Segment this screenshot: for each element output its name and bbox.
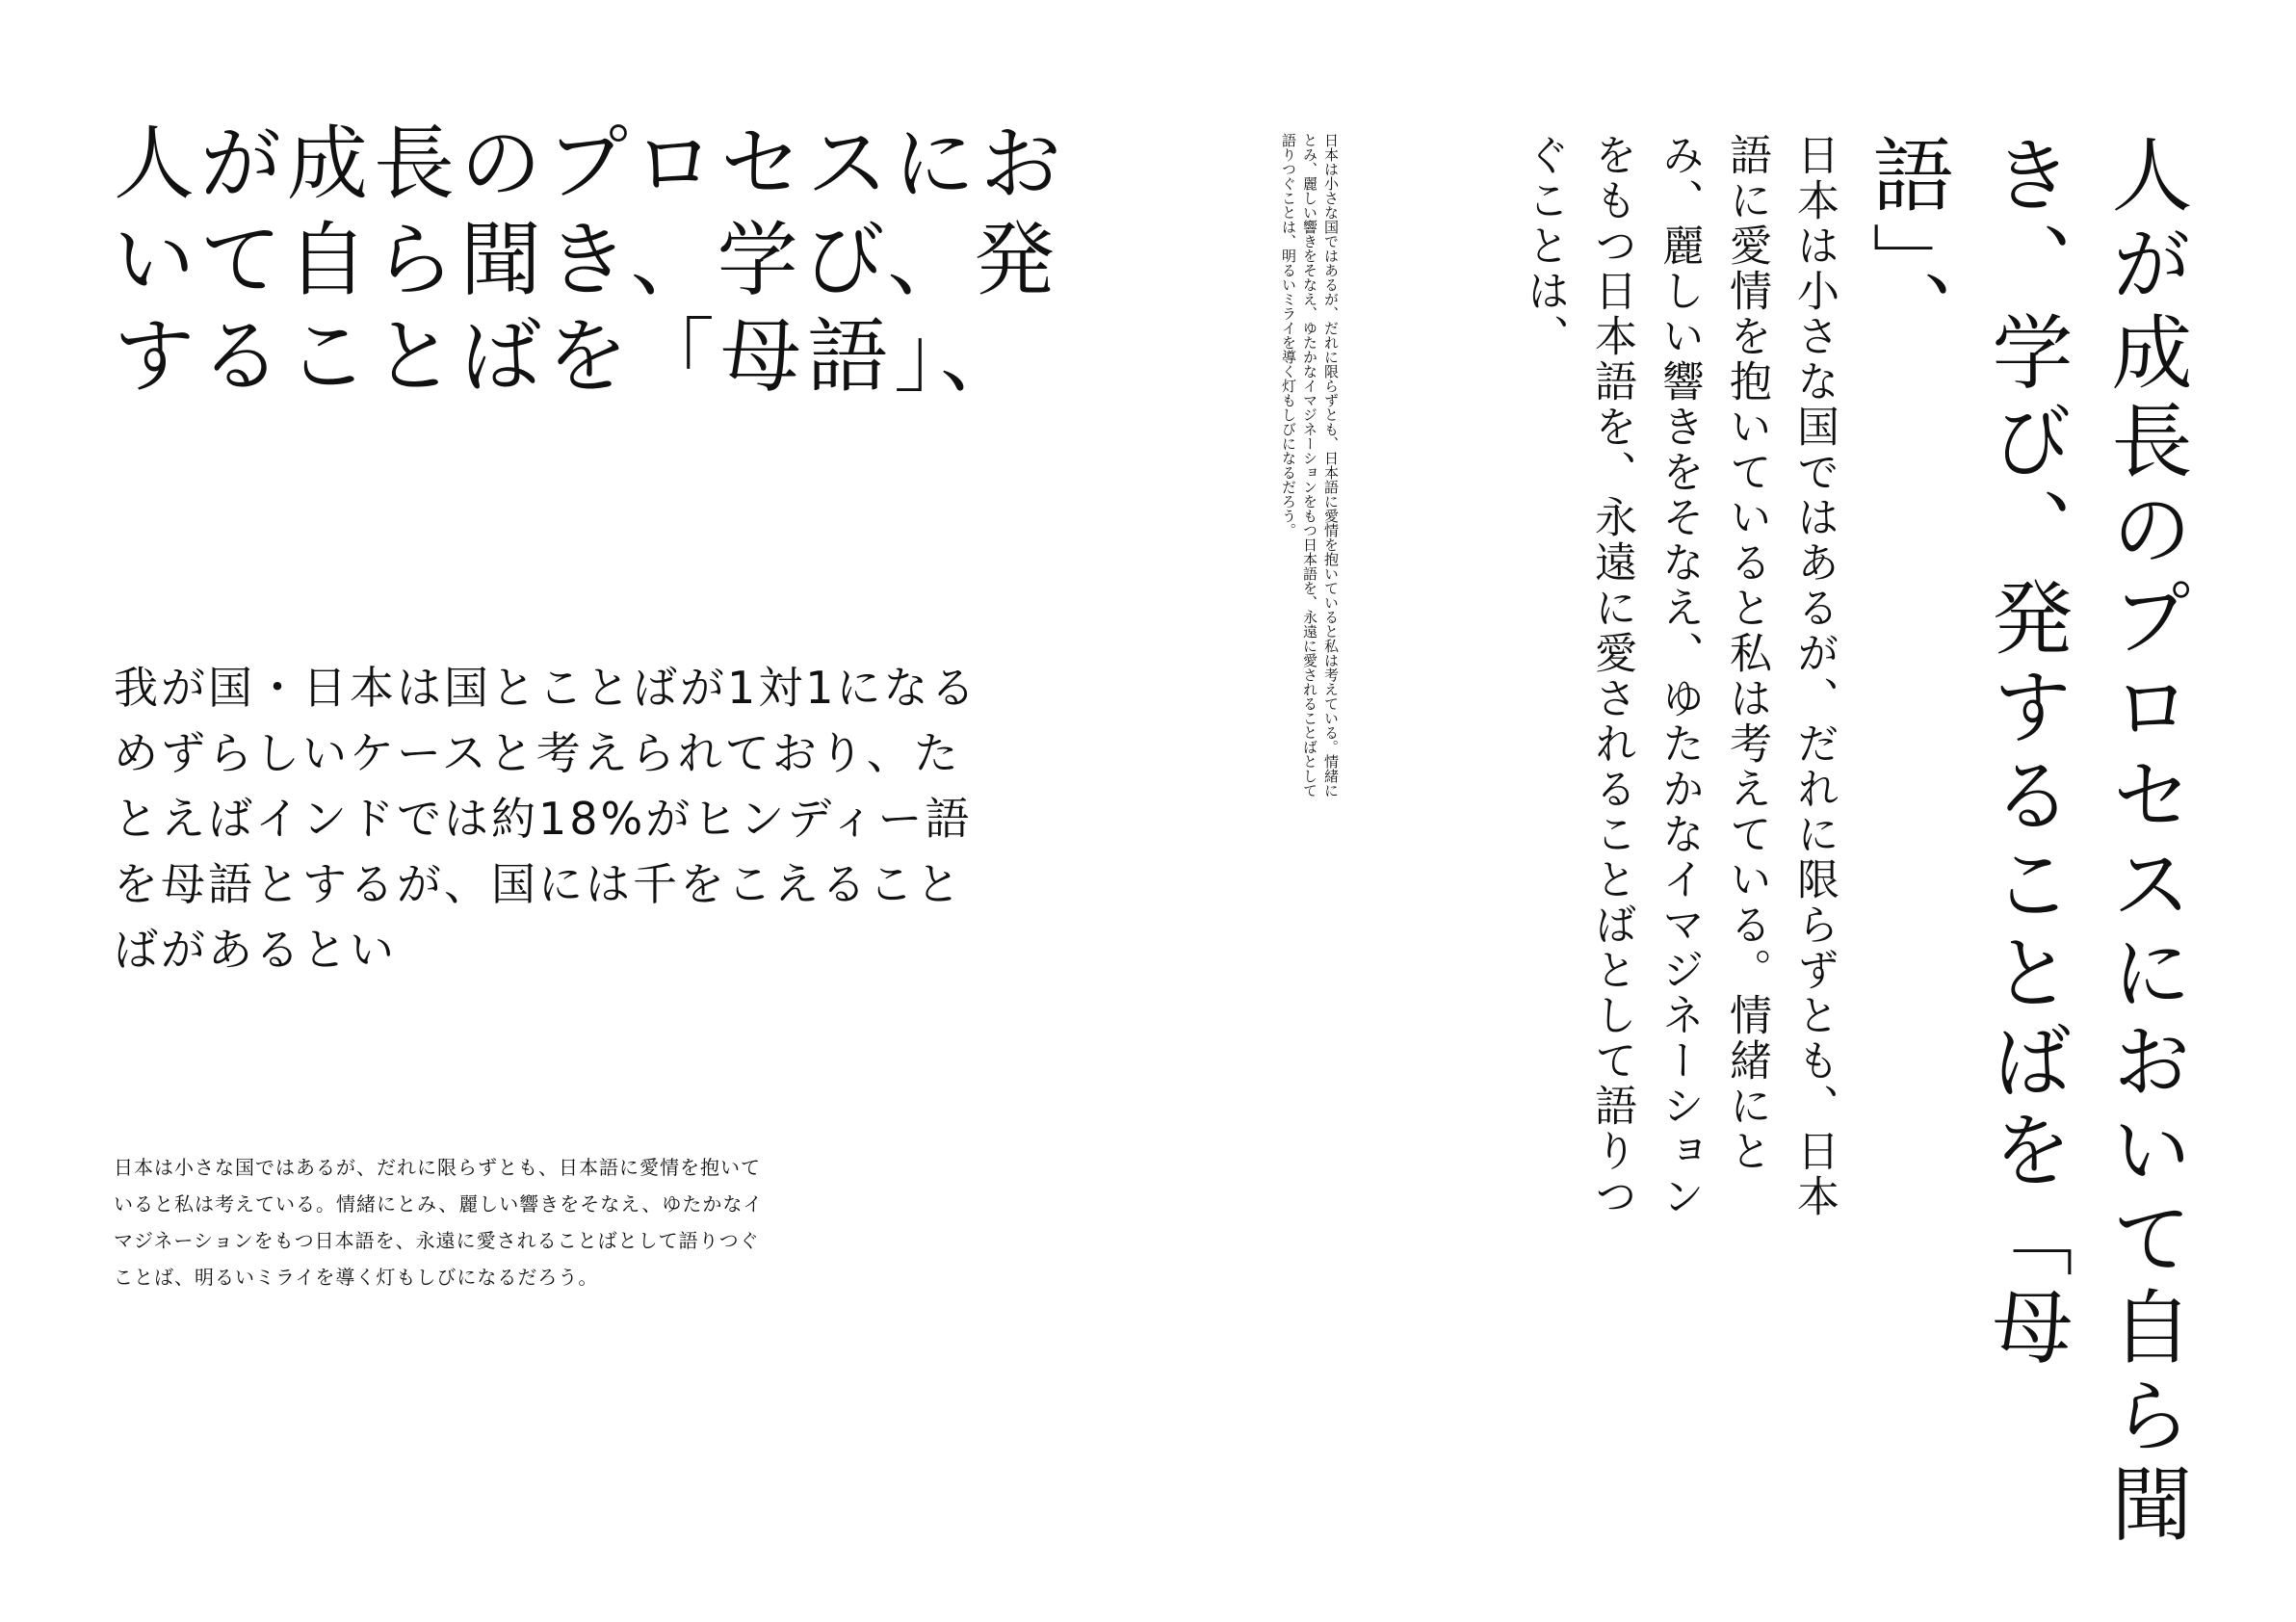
vertical-headline: 人が成長のプロセスにおいて自ら聞き、学び、発することばを「母語」、 (1860, 133, 2193, 1551)
horizontal-headline: 人が成長のプロセスにおいて自ら聞き、学び、発することばを「母語」、 (114, 117, 1068, 404)
horizontal-body-small: 日本は小さな国ではあるが、だれに限らずとも、日本語に愛情を抱いていると私は考えている。情緒にとみ、麗しい響きをそなえ、ゆたかなイマジネーションをもつ日本語を、永遠に愛されることばとして語りつぐことば、明るいミライを導く灯もしびになるだろう。 (114, 1156, 764, 1289)
vertical-body-medium: 日本は小さな国ではあるが、だれに限らずとも、日本語に愛情を抱いていると私は考えている。情緒にとみ、麗しい響きをそなえ、ゆたかなイマジネーションをもつ日本語を、永遠に愛されることばとして語りつぐことは、 (1520, 133, 1839, 1219)
horizontal-body-medium: 我が国・日本は国とことばが1対1になるめずらしいケースと考えられており、たとえばインドでは約18%がヒンディー語を母語とするが、国には千をこえることばがあるとい (114, 662, 978, 976)
vertical-body-small: 日本は小さな国ではあるが、だれに限らずとも、日本語に愛情を抱いていると私は考えている。情緒にとみ、麗しい響きをそなえ、ゆたかなイマジネーションをもつ日本語を、永遠に愛されることばとして語りつぐことは、明るいミライを導く灯もしびになるだろう。 (1280, 133, 1340, 798)
